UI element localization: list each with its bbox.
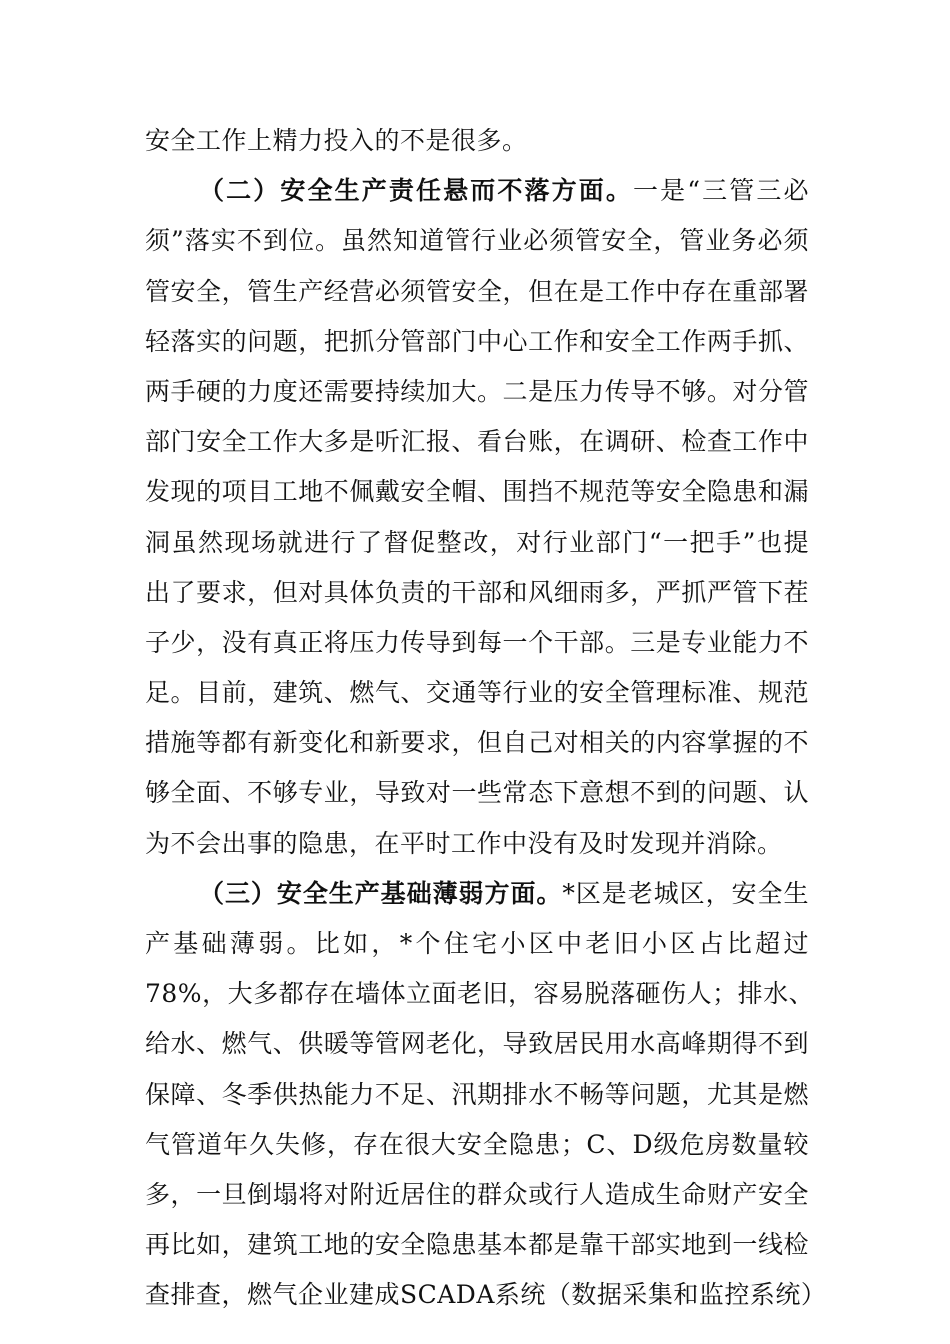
line-text: 两手硬的力度还需要持续加大。二是压力传导不够。对分管 — [145, 376, 809, 406]
paragraph-line — [145, 568, 809, 618]
paragraph-line — [145, 518, 809, 568]
section-heading-line — [145, 166, 809, 216]
paragraph-line — [145, 216, 809, 266]
line-text: 气管道年久失修，存在很大安全隐患；C、D级危房数量较 — [145, 1129, 809, 1159]
paragraph-line — [145, 1070, 809, 1120]
paragraph-line — [145, 969, 815, 1019]
paragraph-line — [145, 768, 809, 818]
line-text: 一是“三管三必 — [632, 176, 809, 206]
line-text: 产基础薄弱。比如，*个住宅小区中老旧小区占比超过 — [145, 929, 809, 958]
line-text: 够全面、不够专业，导致对一些常态下意想不到的问题、认 — [145, 778, 809, 808]
section-heading: （三）安全生产基础薄弱方面。 — [199, 878, 563, 908]
paragraph-line — [145, 116, 809, 166]
paragraph-line — [145, 1019, 809, 1069]
line-text: 轻落实的问题，把抓分管部门中心工作和安全工作两手抓、 — [145, 326, 809, 356]
paragraph-line — [145, 819, 809, 869]
paragraph-line — [145, 668, 809, 718]
line-text: 发现的项目工地不佩戴安全帽、围挡不规范等安全隐患和漏 — [145, 477, 809, 507]
line-text: 多，一旦倒塌将对附近居住的群众或行人造成生命财产安全 — [145, 1179, 809, 1209]
line-text: 洞虽然现场就进行了督促整改，对行业部门“一把手”也提 — [145, 527, 809, 557]
paragraph-line — [145, 317, 809, 367]
line-text: 措施等都有新变化和新要求，但自己对相关的内容掌握的不 — [145, 728, 809, 758]
paragraph-line — [145, 1170, 809, 1220]
line-text: 足。目前，建筑、燃气、交通等行业的安全管理标准、规范 — [145, 678, 809, 708]
paragraph-line — [145, 367, 809, 417]
line-text: 安全工作上精力投入的不是很多。 — [145, 126, 528, 155]
paragraph-line — [145, 417, 809, 467]
document-body — [145, 116, 827, 1321]
paragraph-line — [145, 267, 809, 317]
section-heading-line — [145, 869, 809, 919]
paragraph-line — [145, 919, 809, 969]
paragraph-line — [145, 718, 809, 768]
line-text: 保障、冬季供热能力不足、汛期排水不畅等问题，尤其是燃 — [145, 1079, 809, 1109]
line-text: 管安全，管生产经营必须管安全，但在是工作中存在重部署 — [145, 276, 809, 306]
paragraph-line — [145, 1220, 809, 1270]
line-text: 查排查，燃气企业建成SCADA系统（数据采集和监控系统） — [145, 1280, 827, 1310]
line-text: 给水、燃气、供暖等管网老化，导致居民用水高峰期得不到 — [145, 1029, 809, 1059]
line-text: 为不会出事的隐患，在平时工作中没有及时发现并消除。 — [145, 828, 783, 858]
line-text: 出了要求，但对具体负责的干部和风细雨多，严抓严管下茬 — [145, 577, 809, 607]
line-text: 78%，大多都存在墙体立面老旧，容易脱落砸伤人；排水、 — [145, 979, 815, 1009]
line-text: 再比如，建筑工地的安全隐患基本都是靠干部实地到一线检 — [145, 1230, 809, 1260]
paragraph-line — [145, 1120, 809, 1170]
line-text: 部门安全工作大多是听汇报、看台账，在调研、检查工作中 — [145, 427, 809, 457]
paragraph-line — [145, 1270, 827, 1320]
paragraph-line — [145, 618, 809, 668]
line-text: 子少，没有真正将压力传导到每一个干部。三是专业能力不 — [145, 627, 809, 657]
section-heading: （二）安全生产责任悬而不落方面。 — [199, 176, 633, 206]
line-text: 须”落实不到位。虽然知道管行业必须管安全，管业务必须 — [145, 226, 809, 256]
line-text: *区是老城区，安全生 — [562, 878, 809, 908]
paragraph-line — [145, 467, 809, 517]
